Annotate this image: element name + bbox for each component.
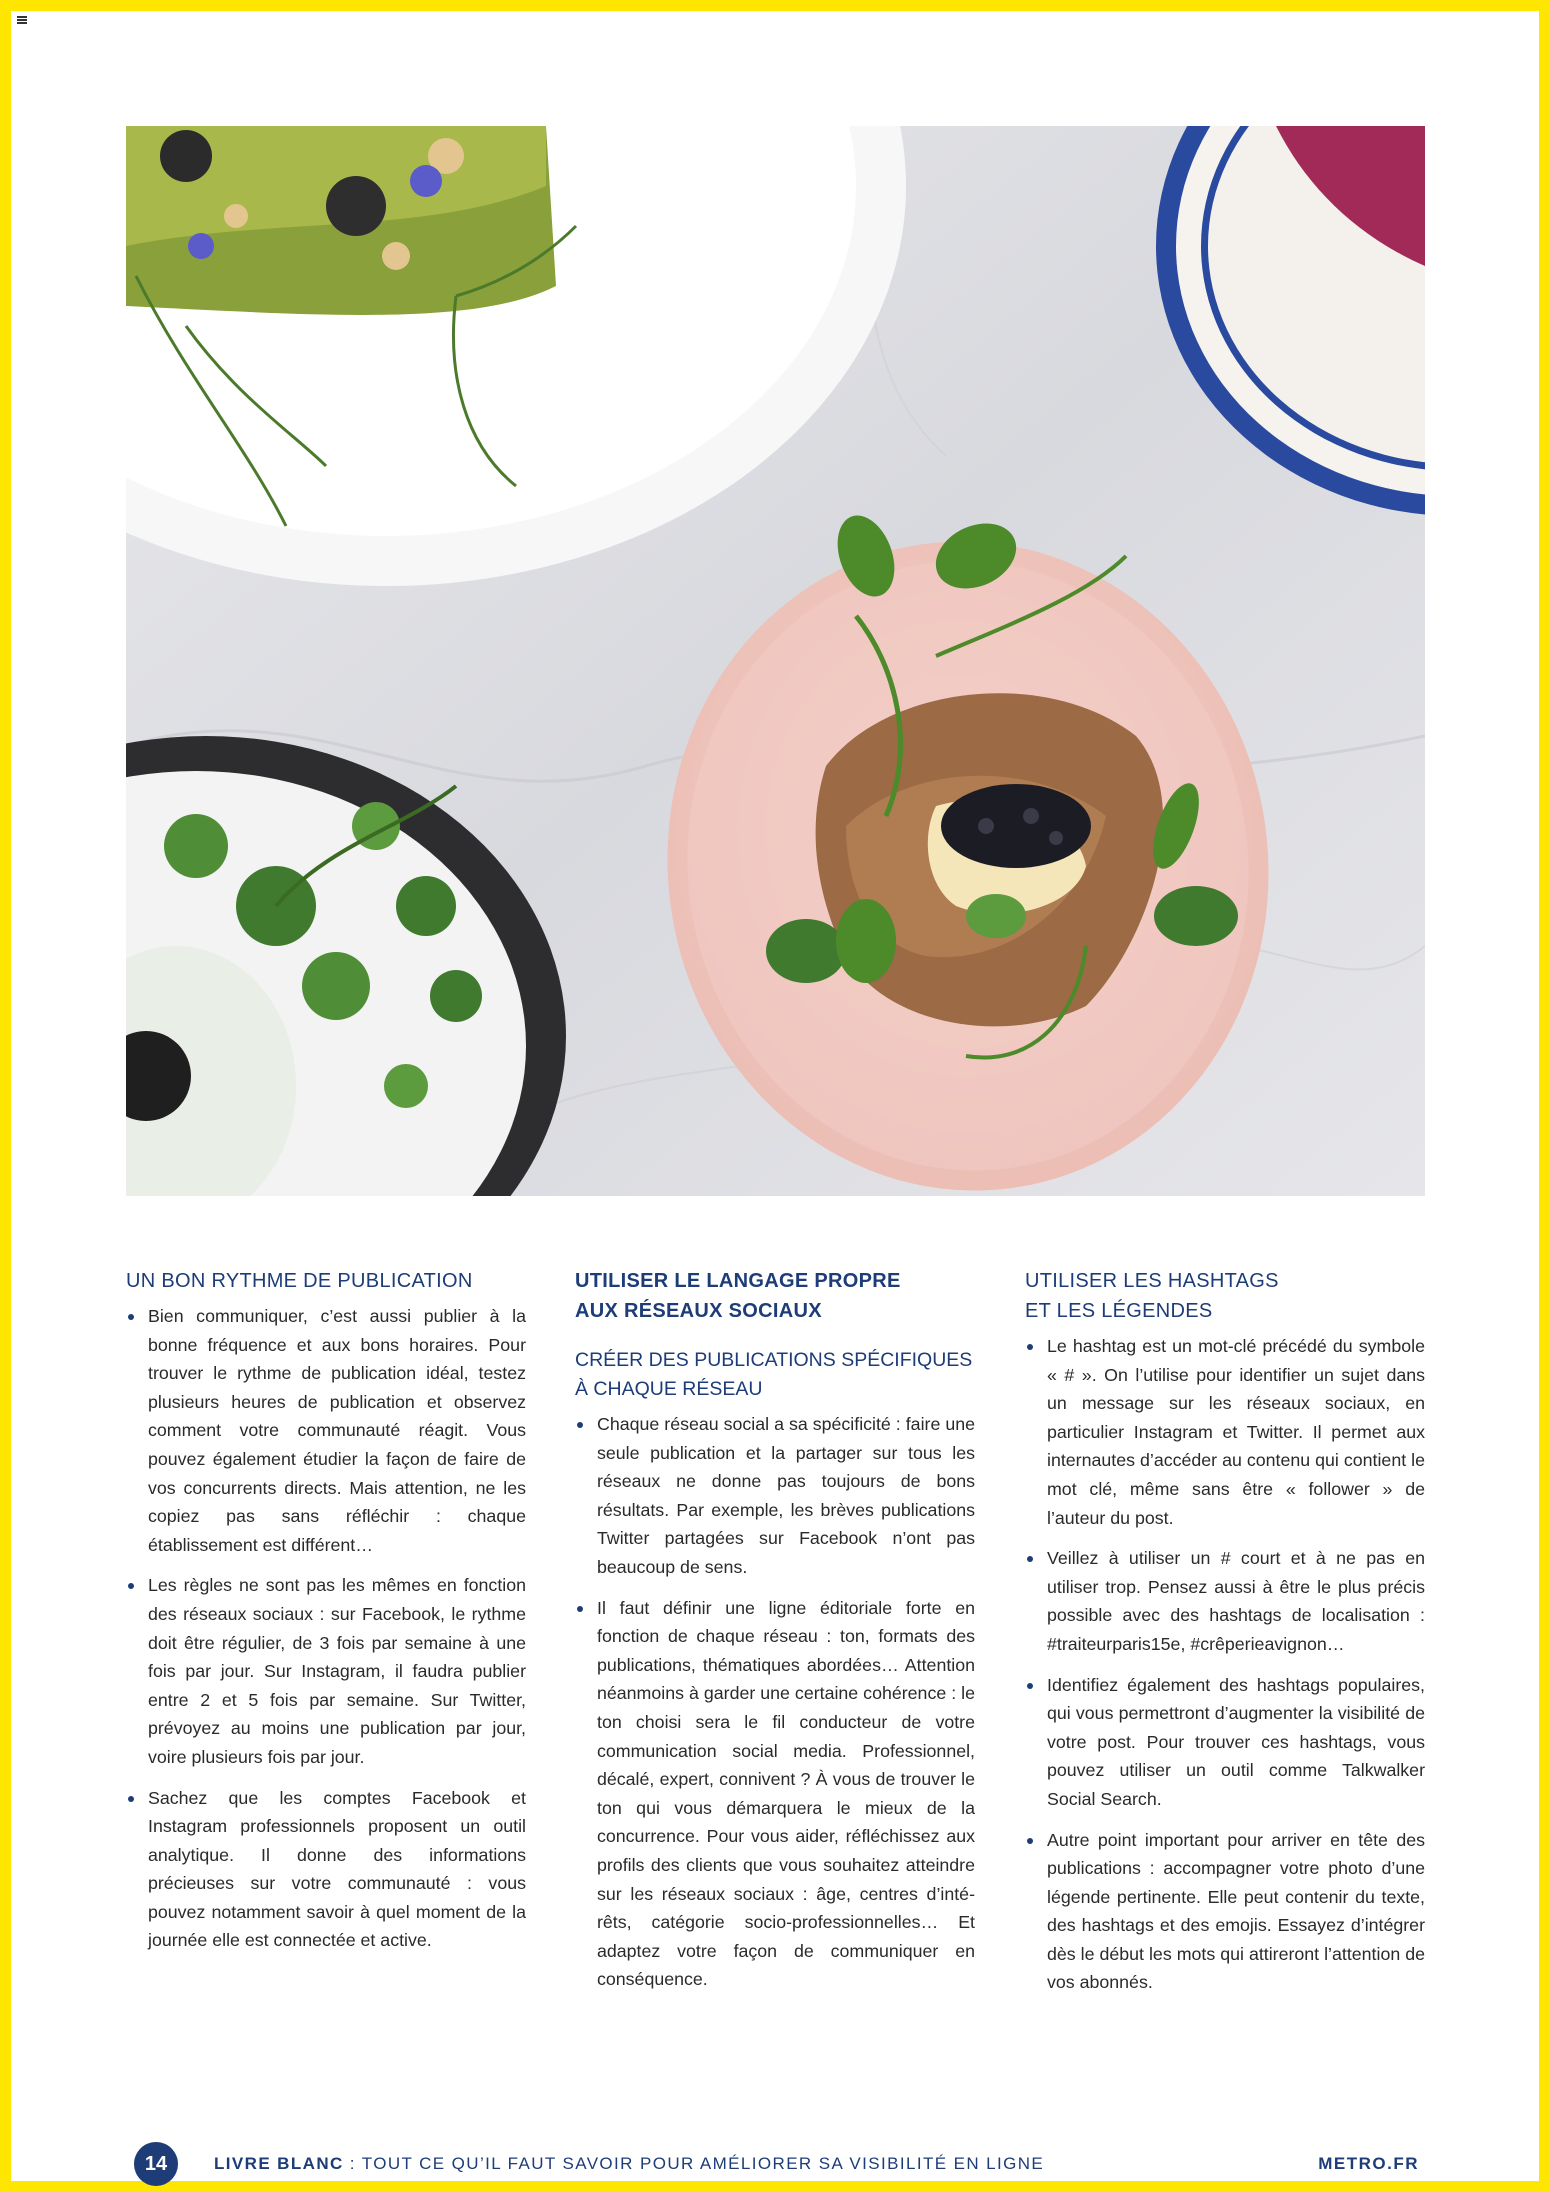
section-subheading [575, 1346, 975, 1404]
list-item: Identifiez également des hashtags populaires, qui vous permettront d’augmenter la visibilité de votre post. Pour trouver ces hashtags, vous pouvez utiliser un outil comme Talkwalker Social Search. [1025, 1671, 1425, 1814]
list-item: Veillez à utiliser un # court et à ne pas en utiliser trop. Pensez aussi à être le plus précis possible avec des hashtags de localisation : #traiteurparis15e, #crêperieavignon… [1025, 1544, 1425, 1658]
list-item: Il faut définir une ligne éditoriale forte en fonction de chaque réseau : ton, formats des publications, thématiques abordées… Attention néanmoins à garder une certaine cohérence : le ton choisi sera le fil conducteur de votre communication social media. Professionnel, décalé, expert, connivent ? À vous de trouver le ton qui vous démarquera le mieux de la concurrence. Pour vous aider, réfléchissez aux profils des clients que vous souhaitez atteindre sur les réseaux sociaux : âge, centres d’intérêts, catégorie socio-professionnelles… Et adaptez votre façon de communiquer en conséquence. [575, 1594, 975, 1994]
section-heading-line1: UTILISER LE LANGAGE PROPRE [575, 1270, 901, 1292]
section-heading-line2: AUX RÉSEAUX SOCIAUX [575, 1300, 822, 1322]
list-item: Le hashtag est un mot-clé précédé du symbole « # ». On l’utilise pour identifier un sujet dans un message sur les réseaux sociaux, en particulier Instagram et Twitter. Il permet aux internautes d’accéder au contenu qui contient le mot clé, même sans être « follower » de l’auteur du post. [1025, 1332, 1425, 1532]
section-heading [1025, 1266, 1425, 1326]
section-subheading-line2: À CHAQUE RÉSEAU [575, 1378, 763, 1400]
column-publication-rhythm [126, 1266, 526, 1967]
bullet-list [575, 1410, 975, 1994]
food-photo [126, 126, 1425, 1196]
section-heading-line1: UTILISER LES HASHTAGS [1025, 1270, 1279, 1292]
page-footer [134, 2142, 1419, 2188]
page-number-badge: 14 [134, 2142, 178, 2186]
bullet-list [1025, 1332, 1425, 1997]
section-heading: UN BON RYTHME DE PUBLICATION [126, 1270, 473, 1292]
brand-link[interactable]: METRO.FR [1318, 2154, 1419, 2173]
menu-icon[interactable] [17, 16, 27, 24]
section-heading-line2: ET LES LÉGENDES [1025, 1300, 1213, 1322]
bullet-list [126, 1302, 526, 1955]
footer-title [214, 2154, 1044, 2174]
list-item: Chaque réseau social a sa spécificité : faire une seule publication et la partager sur tous les réseaux ne donne pas toujours de bons résultats. Par exemple, les brèves publications Twitter partagées sur Facebook n’ont pas beaucoup de sens. [575, 1410, 975, 1582]
list-item: Les règles ne sont pas les mêmes en fonction des réseaux sociaux : sur Facebook, le rythme doit être régulier, de 3 fois par semaine à une fois par jour. Sur Instagram, il faudra publier entre 2 et 5 fois par semaine. Sur Twitter, prévoyez au moins une publication par jour, voire plusieurs fois par jour. [126, 1571, 526, 1771]
list-item: Bien communiquer, c’est aussi publier à la bonne fréquence et aux bons horaires. Pour trouver le rythme de publication idéal, testez plusieurs heures de publication et observez comment votre communauté réagit. Vous pouvez également étudier la façon de faire de vos concurrents directs. Mais attention, ne les copiez pas sans réfléchir : chaque établissement est différent… [126, 1302, 526, 1559]
list-item: Autre point important pour arriver en tête des publications : accompagner votre photo d’une légende pertinente. Elle peut contenir du texte, des hashtags et des emojis. Essayez d’intégrer dès le début les mots qui attireront l’attention de vos abonnés. [1025, 1826, 1425, 1998]
food-photo-illustration [126, 126, 1425, 1196]
column-network-language [575, 1266, 975, 2006]
footer-label-bold: LIVRE BLANC [214, 2154, 344, 2173]
column-hashtags [1025, 1266, 1425, 2009]
footer-label-rest: : TOUT CE QU’IL FAUT SAVOIR POUR AMÉLIORER SA VISIBILITÉ EN LIGNE [343, 2154, 1045, 2173]
section-subheading-line1: CRÉER DES PUBLICATIONS SPÉCIFIQUES [575, 1349, 973, 1371]
list-item: Sachez que les comptes Facebook et Instagram professionnels proposent un outil analytique. Il donne des informations précieuses sur votre communauté : vous pouvez notamment savoir à quel moment de la journée elle est connectée et active. [126, 1784, 526, 1956]
section-heading [575, 1266, 975, 1326]
